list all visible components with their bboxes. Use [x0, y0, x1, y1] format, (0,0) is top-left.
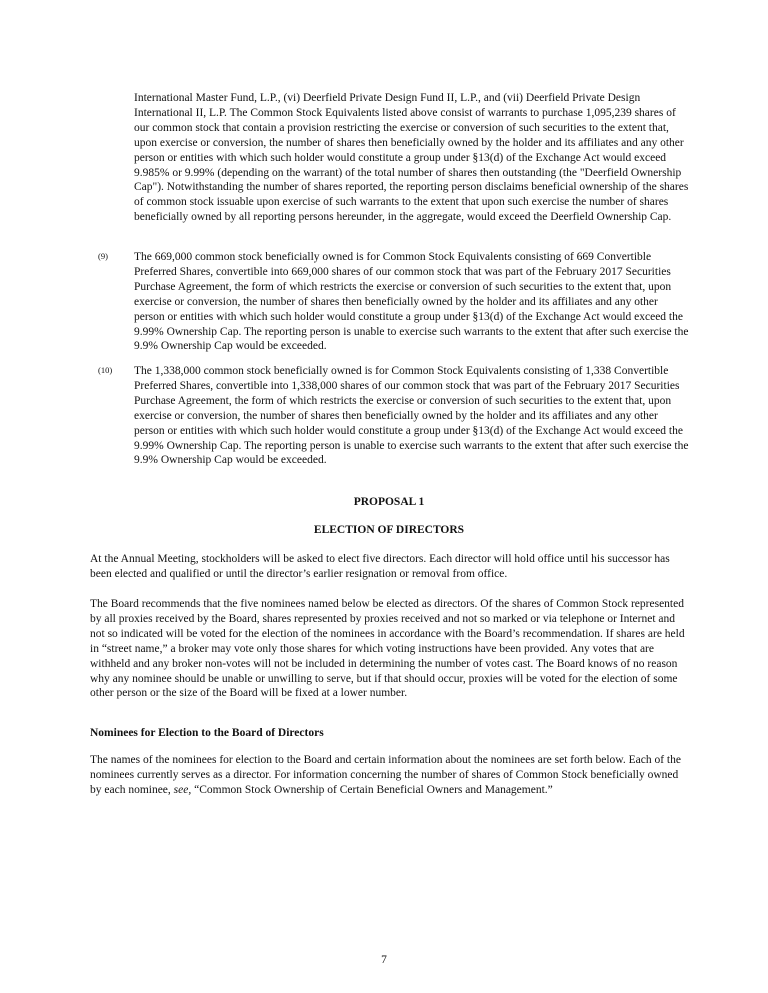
nominees-paragraph — [90, 753, 690, 798]
intro-paragraph: At the Annual Meeting, stockholders will be asked to elect five directors. Each director will hold office until his successor has been elected and qualified or until the director’s earlier resignation or removal from office. — [90, 553, 670, 580]
election-heading: ELECTION OF DIRECTORS — [313, 524, 465, 536]
footnote-continuation-text: International Master Fund, L.P., (vi) Deerfield Private Design Fund II, L.P., and (vii) Deerfield Private Design International II, L.P. The Common Stock Equivalents listed above consist of warrants to purchase 1,095,239 shares of our common stock that contain a provision restricting the exercise or conversion of such securities to the extent that, upon exercise or conversion, the number of shares then beneficially owned by the holder and its affiliates and any other person or entities with which such holder would constitute a group under §13(d) of the Exchange Act would exceed 9.985% or 9.99% (depending on the warrant) of the total number of shares then outstanding (the "Deerfield Ownership Cap"). Notwithstanding the number of shares reported, the reporting person disclaims beneficial ownership of the shares of common stock issuable upon exercise of such warrants to the extent that upon such exercise the number of shares beneficially owned by all reporting persons hereunder, in the aggregate, would exceed the Deerfield Ownership Cap. — [134, 92, 689, 224]
nominees-text-before: The names of the nominees for election to the Board and certain information about the nominees are set forth below. Each of the nominees currently serves as a director. For information concerning the number of shares of Common Stock beneficially owned by each nominee, — [90, 754, 681, 796]
page-number: 7 — [381, 954, 387, 966]
proposal-heading: PROPOSAL 1 — [353, 496, 425, 508]
footnote-continuation — [134, 91, 690, 225]
recommendation-paragraph: The Board recommends that the five nominees named below be elected as directors. Of the shares of Common Stock represented by all proxies received by the Board, shares represented by proxies received and not so marked or via telephone or Internet and not so indicated will be voted for the election of the nominees in accordance with the Board’s recommendation. If shares are held in “street name,” a broker may vote only those shares for which voting instructions have been provided. Any votes that are withheld and any broker non-votes will not be included in determining the number of votes cast. The Board knows of no reason why any nominee should be unable or unwilling to serve, but if that should occur, proxies will be voted for the election of some other person or the size of the Board will be fixed at a lower number. — [90, 598, 685, 700]
footnote-10-marker: (10) — [98, 365, 113, 375]
footnote-9-text: The 669,000 common stock beneficially owned is for Common Stock Equivalents consisting of 669 Convertible Preferred Shares, convertible into 669,000 shares of our common stock that was part of the February 2017 Securities Purchase Agreement, the form of which restricts the exercise or conversion of such securities to the extent that, upon exercise or conversion, the number of shares then beneficially owned by the holder and its affiliates and any other person or entities with which such holder would constitute a group under §13(d) of the Exchange Act would exceed the 9.99% Ownership Cap. The reporting person is unable to exercise such warrants to the extent that after such exercise the 9.9% Ownership Cap would be exceeded. — [134, 251, 689, 353]
footnote-10-text: The 1,338,000 common stock beneficially owned is for Common Stock Equivalents consisting of 1,338 Convertible Preferred Shares, convertible into 1,338,000 shares of our common stock that was part of the February 2017 Securities Purchase Agreement, the form of which restricts the exercise or conversion of such securities to the extent that, upon exercise or conversion, the number of shares then beneficially owned by the holder and its affiliates and any other person or entities with which such holder would constitute a group under §13(d) of the Exchange Act would exceed the 9.99% Ownership Cap. The reporting person is unable to exercise such warrants to the extent that after such exercise the 9.9% Ownership Cap would be exceeded. — [134, 365, 689, 467]
nominees-heading: Nominees for Election to the Board of Directors — [90, 727, 324, 739]
footnote-10 — [134, 364, 690, 468]
footnote-9 — [134, 250, 690, 354]
nominees-text-after: “Common Stock Ownership of Certain Beneficial Owners and Management.” — [191, 783, 553, 796]
footnote-9-marker: (9) — [98, 251, 108, 261]
see-reference: see, — [173, 783, 192, 796]
